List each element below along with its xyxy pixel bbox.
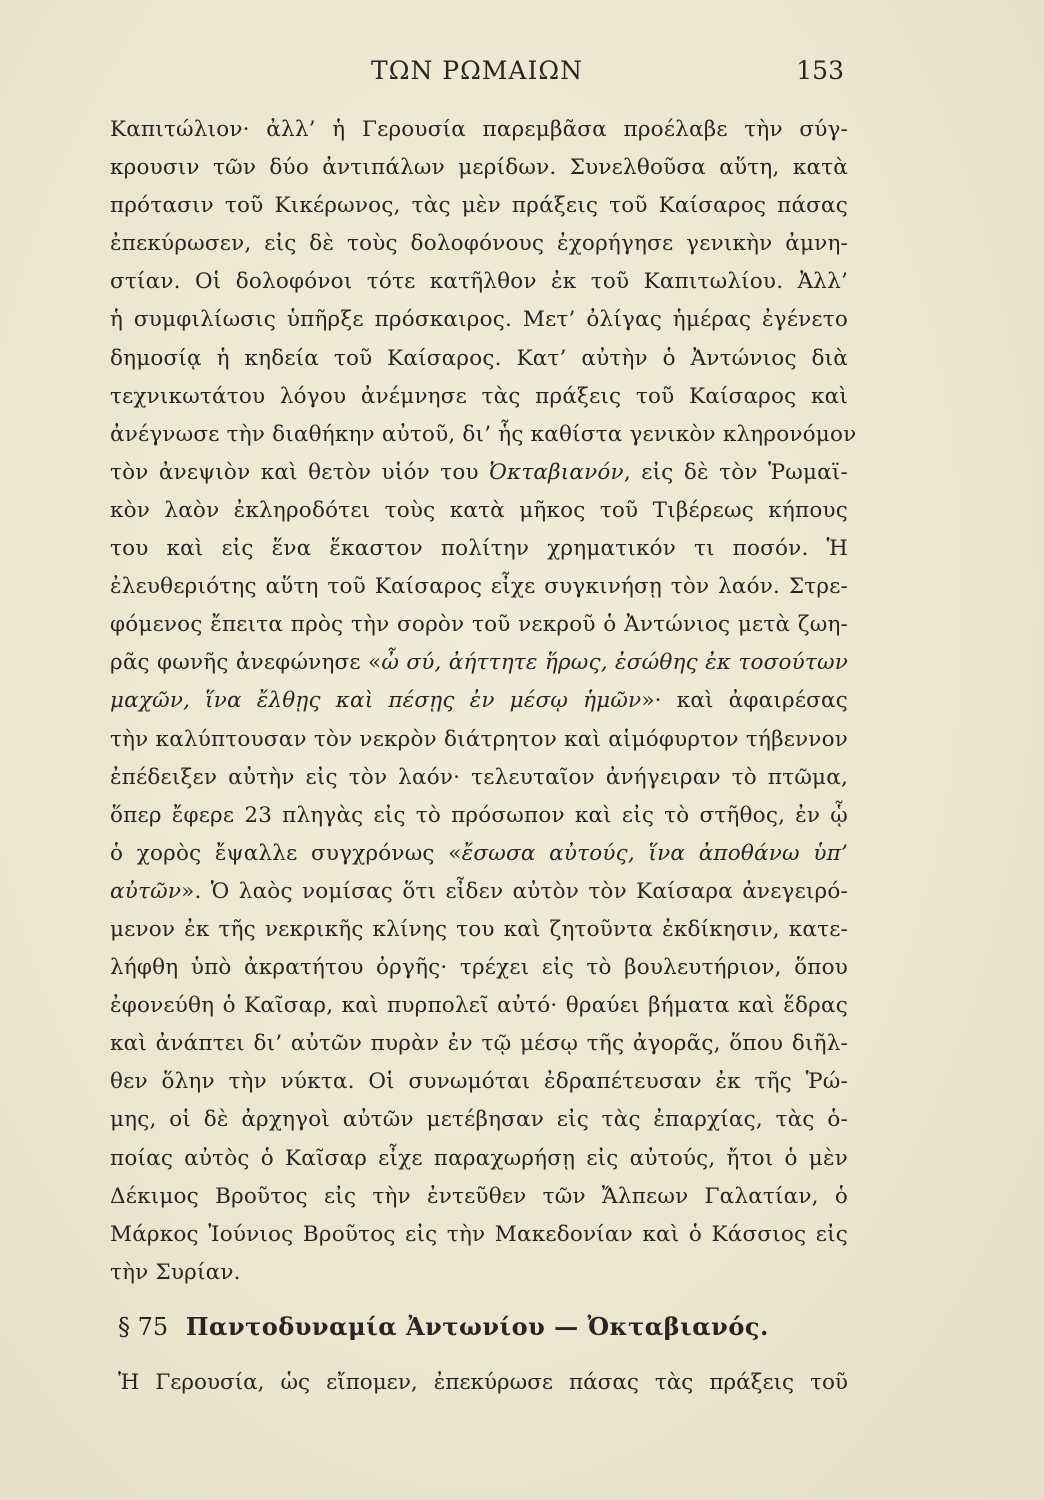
text-line: ἀνέγνωσε τὴν διαθήκην αὐτοῦ, δι’ ἧς καθίστα γενικὸν κληρονόμον	[110, 421, 857, 447]
page-header	[110, 52, 844, 92]
section-number: § 75	[118, 1313, 169, 1342]
text-line: ἐλευθεριότης αὕτη τοῦ Καίσαρος εἶχε συγκινήσῃ τὸν λαόν. Στρε-	[110, 574, 848, 600]
text-line: μαχῶν, ἵνα ἔλθῃς καὶ πέσῃς ἐν μέσῳ ἡμῶν»· καὶ ἀφαιρέσας	[110, 688, 848, 714]
text-line: τὸν ἀνεψιὸν καὶ θετὸν υἱόν του Ὀκταβιανόν, εἰς δὲ τὸν Ῥωμαϊ-	[110, 459, 848, 485]
body-text	[110, 111, 857, 1292]
text-line: λήφθη ὑπὸ ἀκρατήτου ὀργῆς· τρέχει εἰς τὸ βουλευτήριον, ὅπου	[110, 955, 848, 981]
text-line: ρᾶς φωνῆς ἀνεφώνησε «ὦ σύ, ἀήττητε ἥρως, ἐσώθης ἐκ τοσούτων	[110, 650, 849, 676]
text-line: ἐπέδειξεν αὐτὴν εἰς τὸν λαόν· τελευταῖον ἀνήγειραν τὸ πτῶμα,	[110, 764, 848, 790]
text-line: τὴν καλύπτουσαν τὸν νεκρὸν διάτρητον καὶ αἱμόφυρτον τήβεννον	[110, 726, 848, 752]
text-line: τεχνικωτάτου λόγου ἀνέμνησε τὰς πράξεις τοῦ Καίσαρος καὶ	[110, 383, 848, 409]
text-line: τὴν Συρίαν.	[110, 1259, 241, 1285]
text-line: του καὶ εἰς ἕνα ἕκαστον πολίτην χρηματικόν τι ποσόν. Ἡ	[110, 536, 848, 562]
text-line: κρουσιν τῶν δύο ἀντιπάλων μερίδων. Συνελθοῦσα αὕτη, κατὰ	[110, 155, 848, 181]
text-line: πρότασιν τοῦ Κικέρωνος, τὰς μὲν πράξεις τοῦ Καίσαρος πάσας	[110, 193, 848, 219]
text-line: Μάρκος Ἰούνιος Βροῦτος εἰς τὴν Μακεδονίαν καὶ ὁ Κάσσιος εἰς	[110, 1221, 848, 1247]
text-line: Καπιτώλιον· ἀλλ’ ἡ Γερουσία παρεμβᾶσα προέλαβε τὴν σύγ-	[110, 117, 848, 142]
text-line: αὐτῶν». Ὁ λαὸς νομίσας ὅτι εἶδεν αὐτὸν τὸν Καίσαρα ἀνεγειρό-	[110, 878, 848, 904]
text-line: κὸν λαὸν ἐκληροδότει τοὺς κατὰ μῆκος τοῦ Τιβέρεως κήπους	[110, 497, 848, 523]
text-line: ἐπεκύρωσεν, εἰς δὲ τοὺς δολοφόνους ἐχορήγησε γενικὴν ἀμνη-	[110, 231, 848, 257]
page-number: 153	[796, 56, 844, 85]
text-line: καὶ ἀνάπτει δι’ αὐτῶν πυρὰν ἐν τῷ μέσῳ τῆς ἀγορᾶς, ὅπου διῆλ-	[110, 1031, 848, 1057]
text-line: Δέκιμος Βροῦτος εἰς τὴν ἐντεῦθεν τῶν Ἄλπεων Γαλατίαν, ὁ	[110, 1183, 848, 1209]
closing-line: Ἡ Γερουσία, ὡς εἴπομεν, ἐπεκύρωσε πάσας τὰς πράξεις τοῦ	[118, 1370, 848, 1396]
text-line: ἐφονεύθη ὁ Καῖσαρ, καὶ πυρπολεῖ αὐτό· θραύει βήματα καὶ ἕδρας	[110, 993, 848, 1019]
text-line: ποίας αὐτὸς ὁ Καῖσαρ εἶχε παραχωρήσῃ εἰς αὐτούς, ἤτοι ὁ μὲν	[110, 1145, 848, 1171]
text-line: ὁ χορὸς ἔψαλλε συγχρόνως «ἔσωσα αὐτούς, ἵνα ἀποθάνω ὑπ’	[110, 840, 848, 866]
running-title: ΤΩΝ ΡΩΜΑΙΩΝ	[371, 56, 583, 85]
section-title: Παντοδυναμία Ἀντωνίου — Ὀκταβιανός.	[185, 1312, 769, 1342]
text-line: ὅπερ ἔφερε 23 πληγὰς εἰς τὸ πρόσωπον καὶ εἰς τὸ στῆθος, ἐν ᾧ	[110, 802, 848, 828]
text-line: δημοσίᾳ ἡ κηδεία τοῦ Καίσαρος. Κατ’ αὐτὴν ὁ Ἀντώνιος διὰ	[110, 345, 848, 371]
text-line: στίαν. Οἱ δολοφόνοι τότε κατῆλθον ἐκ τοῦ Καπιτωλίου. Ἀλλ’	[110, 269, 848, 295]
text-line: μης, οἱ δὲ ἀρχηγοὶ αὐτῶν μετέβησαν εἰς τὰς ἐπαρχίας, τὰς ὁ-	[110, 1107, 848, 1133]
text-line: φόμενος ἔπειτα πρὸς τὴν σορὸν τοῦ νεκροῦ ὁ Ἀντώνιος μετὰ ζωη-	[110, 612, 848, 638]
section-heading	[118, 1312, 848, 1352]
text-line: ἡ συμφιλίωσις ὑπῆρξε πρόσκαιρος. Μετ’ ὀλίγας ἡμέρας ἐγένετο	[110, 307, 848, 333]
text-line: μενον ἐκ τῆς νεκρικῆς κλίνης του καὶ ζητοῦντα ἐκδίκησιν, κατε-	[110, 916, 848, 942]
text-line: θεν ὅλην τὴν νύκτα. Οἱ συνωμόται ἐδραπέτευσαν ἐκ τῆς Ῥώ-	[110, 1069, 848, 1095]
